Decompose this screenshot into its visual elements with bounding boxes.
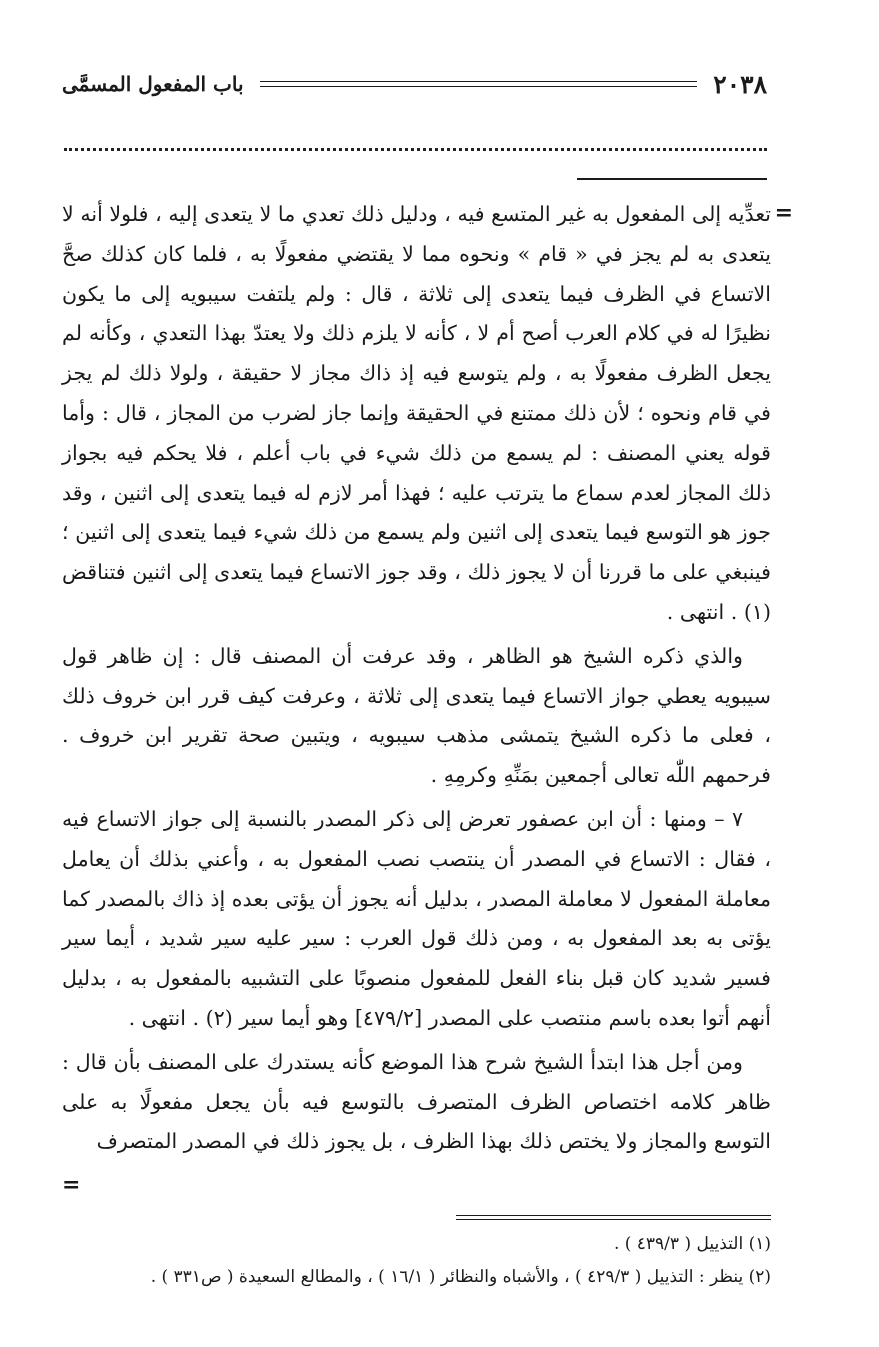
top-short-rule: [577, 178, 767, 180]
footnote-1: (١) التذييل ( ٤٣٩/٣ ) .: [613, 1234, 771, 1254]
continuation-marker-start: =: [774, 200, 793, 226]
paragraph-continued: تعدِّيه إلى المفعول به غير المتسع فيه ، ودليل ذلك تعدي ما لا يتعدى إليه ، فلولا أنه لا يتعدى به لم يجز في « قام » ونحوه مما لا يقتضي مفعولًا به ، فلما كان كذلك صحَّ الاتساع في الظرف فيما يتعدى إلى ثلاثة ، قال : ولم يلتفت سيبويه إلى ما يكون نظيرًا له في كلام العرب أصح أم لا ، كأنه لا يلزم ذلك ولا يعتدّ بهذا التعدي ، وكأنه لم يجعل الظرف مفعولًا به ، ولم يتوسع فيه إذ ذاك مجاز لا حقيقة ، ولولا ذلك لم يجز في قام ونحوه ؛ لأن ذلك ممتنع في الحقيقة وإنما جاز لضرب من المجاز ، قال : وأما قوله يعني المصنف : لم يسمع من ذلك شيء في باب أعلم ، فلا يحكم فيه بجواز ذلك المجاز لعدم سماع ما يترتب عليه ؛ فهذا أمر لازم له فيما يتعدى إلى اثنين ، وقد جوز هو التوسع فيما يتعدى إلى اثنين ولم يسمع من ذلك شيء فيما يتعدى إلى اثنين ؛ فينبغي على ما قررنا أن لا يجوز ذلك ، وقد جوز الاتساع فيما يتعدى إلى اثنين فتناقض (١) . انتهى .: [62, 202, 771, 624]
paragraph-point-seven: ٧ – ومنها : أن ابن عصفور تعرض إلى ذكر المصدر بالنسبة إلى جواز الاتساع فيه ، فقال : الاتساع في المصدر أن ينتصب نصب المفعول به ، وأعني بذلك أن يعامل معاملة المفعول لا معاملة المصدر ، بدليل أنه يجوز أن يؤتى بعده إذ ذاك بالمصدر كما يؤتى به بعد المفعول به ، ومن ذلك قول العرب : سير عليه سير شديد ، أيما سير فسير شديد كان قبل بناء الفعل للمفعول منصوبًا على التشبيه بالمفعول به ، بدليل أنهم أتوا بعده باسم منتصب على المصدر [٤٧٩/٢] وهو أيما سير (٢) . انتهى .: [62, 806, 771, 1030]
header-rule: [260, 81, 698, 87]
paragraph: والذي ذكره الشيخ هو الظاهر ، وقد عرفت أن المصنف قال : إن ظاهر قول سيبويه يعطي جواز الاتساع فيما يتعدى إلى ثلاثة ، وعرفت كيف قرر ابن خروف ذلك ، فعلى ما ذكره الشيخ يتمشى مذهب سيبويه ، ويتبين صحة تقرير ابن خروف . فرحمهم اللّٰه تعالى أجمعين بمَنِّهِ وكرمِهِ .: [62, 643, 771, 788]
main-text: [62, 195, 771, 1162]
chapter-title: باب المفعول المسمَّى: [62, 72, 244, 96]
footnotes: [62, 1228, 771, 1294]
page-number: ٢٠٣٨: [713, 69, 767, 99]
continuation-marker-end: =: [62, 1172, 81, 1198]
page-header: [62, 62, 767, 106]
footnote-separator: [456, 1215, 771, 1220]
paragraph: ومن أجل هذا ابتدأ الشيخ شرح هذا الموضع كأنه يستدرك على المصنف بأن قال : ظاهر كلامه اختصاص الظرف المتصرف بالتوسع فيه بأن يجعل مفعولًا به على التوسع والمجاز ولا يختص ذلك بهذا الظرف ، بل يجوز ذلك في المصدر المتصرف: [62, 1049, 771, 1154]
dotted-separator: [64, 148, 767, 151]
footnote-2: (٢) ينظر : التذييل ( ٤٢٩/٣ ) ، والأشباه والنظائر ( ١٦/١ ) ، والمطالع السعيدة ( ص٣٣١ ) .: [150, 1267, 771, 1287]
